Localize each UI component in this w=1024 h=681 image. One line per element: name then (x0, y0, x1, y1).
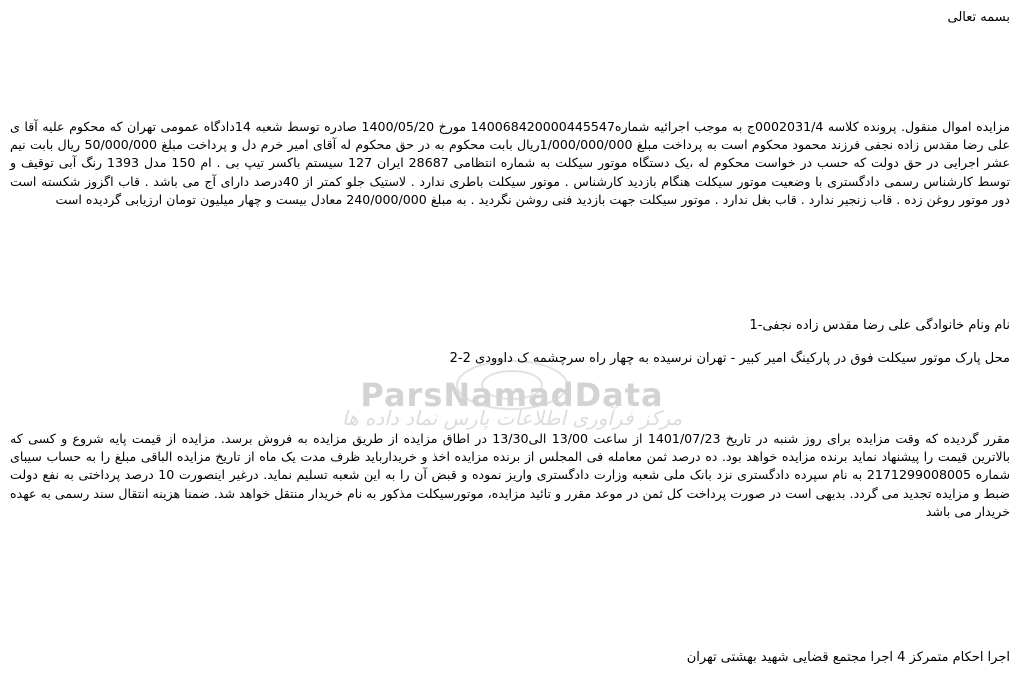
watermark-tagline: مرکز فرآوری اطلاعات پارس نماد داده ها (341, 406, 683, 430)
intro-paragraph: مزایده اموال منقول. پرونده کلاسه 0002031/4ج به موجب اجرائیه شماره140068420000445547 مورخ 1400/05/20 صادره توسط شعبه 14دادگاه عمومی تهران که محکوم علیه آقا ی علی رضا مقدس زاده نجفی فرزند محمود محکوم است به پرداخت مبلغ 1/000/000/000ریال بابت محکوم به در حق محکوم له آقای امیر خرم دل و پرداخت مبلغ 50/000/000 ریال بابت نیم عشر اجرایی در حق دولت که حسب در خواست محکوم له ،یک دستگاه موتور سیکلت به شماره انتظامی 28687 ایران 127 سیستم باکسر تیپ بی . ام 150 مدل 1393 رنگ آبی توقیف و توسط کارشناس رسمی دادگستری با وضعیت موتور سیکلت هنگام بازدید کارشناس . موتور سیکلت باطری ندارد . لاستیک جلو کمتر از 40درصد دارای آج می باشد . قاب اگزوز شکسته است دور موتور روغن زده . قاب زنجیر ندارد . قاب بغل ندارد . موتور سیکلت جهت بازدید فنی روشن نگردید . به مبلغ 240/000/000 معادل بیست و چهار میلیون تومان ارزیابی گردیده است (10, 119, 1010, 207)
terms-paragraph: مقرر گردیده که وقت مزایده برای روز شنبه در تاریخ 1401/07/23 از ساعت 13/00 الی13/30 در اطاق مزایده از طریق مزایده به فروش برسد. مزایده از قیمت پایه شروع و کسی که بالاترین قیمت را پیشنهاد نماید برنده مزایده خواهد بود. ده درصد ثمن معامله فی المجلس از برنده مزایده اخذ و خریداربايد ظرف مدت یک ماه از تاریخ مزایده الباقی مبلغ را به حساب سیبای شماره 2171299008005 به نام سپرده دادگستری نزد بانک ملی شعبه وزارت دادگستری واریز نموده و قبض آن را به این شعبه تسلیم نماید. درغیر اینصورت 10 درصد پرداختی به نفع دولت ضبط و مزایده تجدید می گردد. بدیهی است در صورت پرداخت کل ثمن در موعد مقرر و تائید مزایده، موتورسیکلت مذکور به نام خریدار منتقل خواهد شد. ضمنا هزینه انتقال سند رسمی به عهده خریدار می باشد (10, 431, 1011, 519)
owner-line: نام ونام خانوادگی علی رضا مقدس زاده نجفی-1 (749, 318, 1010, 333)
issuer-line: اجرا احکام متمرکز 4 اجرا مجتمع قضایی شهید بهشتی تهران (686, 650, 1010, 665)
location-line: محل پارک موتور سیکلت فوق در پارکینگ امیر کبیر - تهران نرسیده به چهار راه سرچشمه ک داوودی 2-2 (449, 351, 1010, 366)
watermark-brand: ParsNamadData (360, 376, 664, 414)
page-heading: بسمه تعالی (947, 10, 1010, 25)
